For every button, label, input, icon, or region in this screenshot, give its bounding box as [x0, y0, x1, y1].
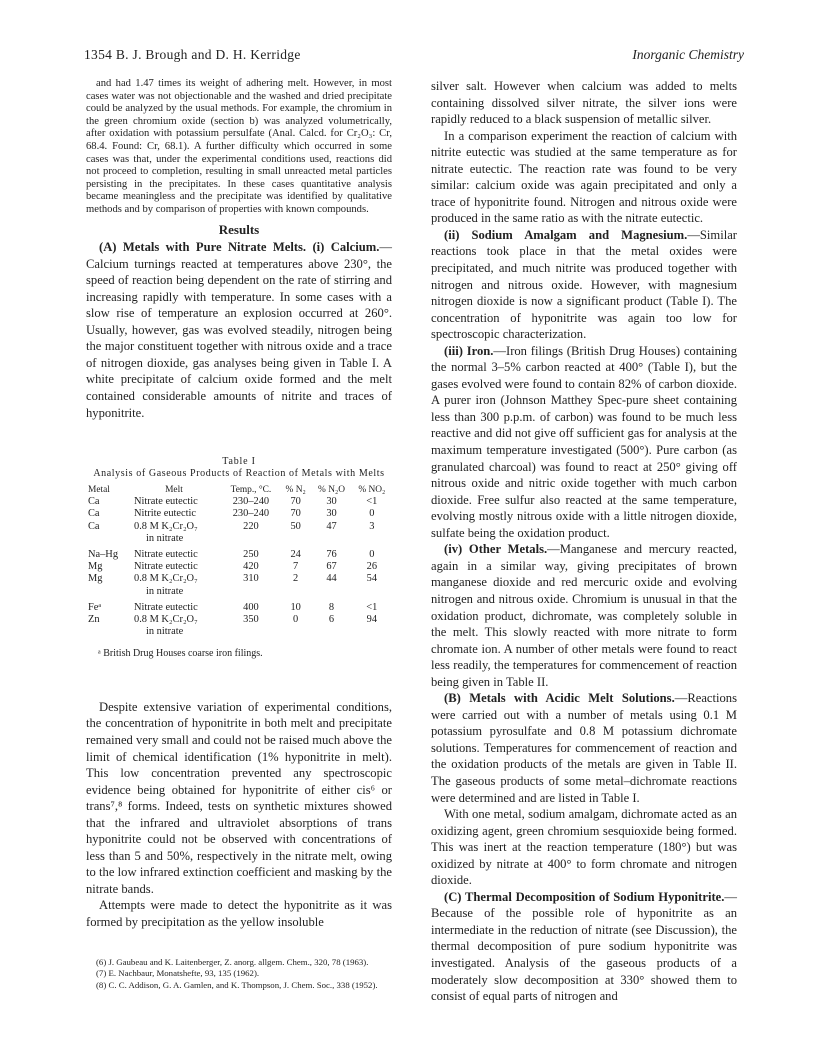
header-n2: % N₂	[285, 485, 306, 496]
page-number-authors: 1354 B. J. Brough and D. H. Kerridge	[84, 47, 301, 62]
cell-melt	[126, 573, 222, 597]
table-footnote: ᵃ British Drug Houses coarse iron filings.	[98, 648, 263, 660]
cell-melt	[126, 545, 222, 561]
cell-metal: Mg	[88, 561, 103, 573]
section-a-text: —Calcium turnings reacted at temperatures above 230°, the speed of reaction being dependent on the rate of stirring and increasing rapidly with temperature. In some cases with a slow rise of temperature an explosion occurred at 260°. Usually, however, gas was evolved steadily, nitrogen being the major constituent together with nitrous oxide and a trace of nitrogen dioxide, gas analyses being given in Table I. A white precipitate of calcium oxide formed and the melt contained considerable amounts of nitrite and traces of hyponitrite.	[86, 240, 392, 420]
cell-melt-line1: 0.8 M K₂Cr₂O₇	[134, 613, 198, 625]
reference-6: (6) J. Gaubeau and K. Laitenberger, Z. anorg. allgem. Chem., 320, 78 (1963).	[96, 956, 369, 967]
section-b-text: —Reactions were carried out with a number of metals using 0.1 M potassium pyrosulfate and 0.8 M potassium dichromate solutions. Temperatures for commencement of reaction and the oxidation products of the metals are given in Table II. The gaseous products of some metal–dichromate reactions were determined and are listed in Table I.	[431, 691, 737, 805]
cell-n2o: 44	[326, 573, 337, 585]
silver-salt-paragraph: silver salt. However when calcium was added to melts containing dissolved silver nitrate, the silver ions were rapidly reduced to a black suspension of metallic silver.	[431, 79, 737, 127]
cell-melt-line1: Nitrate eutectic	[134, 601, 198, 613]
intro-text: and had 1.47 times its weight of adhering melt. However, in most cases water was not objectionable and the washed and dried precipitate could be analyzed by the usual methods. For example, the chromium in the green chromium oxide (section b) was analyzed volumetrically, after oxidation with potassium persulfate (Anal. Calcd. for Cr₂O₃: Cr, 68.4. Found: Cr, 68.1). A further difficulty which occurred in some cases was that, under the experimental conditions used, reactions did not proceed to completion, resulting in small unreacted metal particles persisting in the precipitates. In these cases quantitative analysis became meaningless and the precipitate was identified by qualitative methods and by comparison of properties with known compounds.	[86, 78, 392, 215]
table-caption: Analysis of Gaseous Products of Reaction of Metals with Melts	[93, 468, 385, 480]
cell-n2o: 67	[326, 561, 337, 573]
cell-n2: 50	[290, 520, 301, 532]
section-iv-paragraph	[431, 541, 737, 690]
cell-temp: 220	[243, 520, 259, 532]
section-ii-paragraph	[431, 227, 737, 343]
cell-melt	[126, 508, 222, 520]
cell-temp: 350	[243, 613, 259, 625]
cell-no2: 54	[366, 573, 378, 585]
section-a-paragraph	[86, 239, 392, 421]
table-label: Table I	[222, 456, 256, 468]
cell-metal: Mg	[88, 573, 103, 585]
cell-n2o: 6	[328, 613, 335, 625]
section-c-paragraph	[431, 889, 737, 1005]
section-ii-text: —Similar reactions took place in that the metal oxides were precipitated, and much nitrite was produced together with nitrogen and nitrous oxide. However, with magnesium nitrogen dioxide is now a significant product (Table I). The concentration of hyponitrite was again too low for spectroscopic characterization.	[431, 227, 737, 342]
results-heading: Results	[218, 221, 260, 237]
cell-metal: Ca	[88, 508, 100, 520]
table-row	[86, 598, 392, 614]
cell-melt	[126, 496, 222, 508]
section-ii-runin: (ii) Sodium Amalgam and Magnesium.	[444, 227, 688, 242]
cell-temp: 250	[243, 548, 259, 560]
cell-n2: 70	[290, 496, 301, 508]
table-body	[86, 496, 392, 638]
table-row	[86, 614, 392, 638]
section-iii-paragraph	[431, 343, 737, 542]
table-row	[86, 496, 392, 508]
header-n2o: % N₂O	[318, 485, 346, 496]
cell-melt	[126, 598, 222, 614]
references	[86, 957, 392, 992]
cell-n2o: 76	[326, 548, 337, 560]
comparison-paragraph: In a comparison experiment the reaction of calcium with nitrite eutectic was studied at the same temperature as for nitrate eutectic. The reaction rate was found to be very similar: calcium oxide was again precipitated and only a trace of hyponitrite found. Nitrogen and nitrous oxide were produced in the same ratio as with the nitrate eutectic.	[431, 128, 737, 226]
cell-melt-line2: in nitrate	[146, 585, 184, 597]
despite-paragraph: Despite extensive variation of experimental conditions, the concentration of hyponitrite in both melt and precipitate remained very small and could not be raised much above the limit of chemical identification (1% hyponitrite in melt). This low concentration prevented any spectroscopic evidence being obtained for hyponitrite of either cis⁶ or trans⁷,⁸ forms. Indeed, tests on synthetic mixtures showed that the infrared and ultraviolet absorptions of trans hyponitrite could not be observed with concentrations of less than 5 and 50%, respectively in the nitrate melt, owing to the low infrared extinction coefficient and masking by the nitrate bands.	[86, 699, 392, 896]
section-iv-text: —Manganese and mercury reacted, again in a similar way, giving precipitates of brown manganese dioxide and red mercuric oxide and evolving nitrogen and nitrous oxide. Chromium is unusual in that the oxidation product, dichromate, was completely soluble in the melt. This slowly reacted with more nitrate to form chromate ion. A number of other metals were found to react less readily, the temperatures for commencement of reaction being given in Table II.	[431, 542, 737, 689]
header-metal: Metal	[88, 485, 110, 496]
cell-metal: Ca	[88, 520, 100, 532]
section-b-paragraph	[431, 690, 737, 806]
cell-n2: 70	[290, 508, 301, 520]
section-iii-runin: (iii) Iron.	[444, 343, 494, 358]
reference-8: (8) C. C. Addison, G. A. Gamlen, and K. Thompson, J. Chem. Soc., 338 (1952).	[96, 979, 378, 990]
section-iv-runin: (iv) Other Metals.	[444, 542, 548, 557]
header-no2: % NO₂	[358, 485, 386, 496]
cell-melt-line2: in nitrate	[146, 626, 184, 638]
cell-n2o: 8	[328, 601, 335, 613]
reference-7: (7) E. Nachbaur, Monatshefte, 93, 135 (1962).	[96, 968, 260, 979]
attempts-paragraph: Attempts were made to detect the hyponitrite as it was formed by precipitation as the yellow insoluble	[86, 898, 392, 929]
cell-no2: 94	[366, 613, 378, 625]
table-row	[86, 573, 392, 597]
cell-no2: <1	[366, 601, 378, 613]
table-row	[86, 508, 392, 520]
table-header-row	[86, 484, 392, 496]
table-row	[86, 561, 392, 573]
cell-metal: Feᵃ	[88, 601, 102, 613]
cell-metal: Zn	[88, 613, 100, 625]
one-metal-paragraph: With one metal, sodium amalgam, dichromate acted as an oxidizing agent, green chromium sesquioxide being formed. This was inert at the reaction temperature (180°) but was oxidized by nitrate at 400° to form chromate and nitrogen dioxide.	[431, 807, 737, 888]
cell-n2o: 30	[326, 508, 337, 520]
section-iii-text: —Iron filings (British Drug Houses) containing the normal 3–5% carbon reacted at 400° (Table I), but the gases evolved were found to contain 82% of carbon dioxide. A purer iron (Johnson Matthey Spec-pure sheet containing less than 300 p.p.m. of carbon) was found to be much less reactive and did not give off sufficient gas for analysis at the maximum temperature investigated (500°). Pure carbon (as granulated charcoal) was found to react at 250° giving off nitrous oxide and nitric oxide together with much carbon dioxide. Free sulfur also reacted at the same temperature, evolving mostly nitrous oxide with a little nitrogen dioxide, sulfate being the oxidation product.	[431, 343, 737, 540]
cell-metal: Na–Hg	[88, 548, 119, 560]
cell-metal: Ca	[88, 496, 100, 508]
cell-temp: 420	[243, 561, 259, 573]
cell-melt-line1: 0.8 M K₂Cr₂O₇	[134, 573, 198, 585]
cell-n2o: 47	[326, 520, 337, 532]
cell-melt-line2: in nitrate	[146, 532, 184, 544]
section-b-runin: (B) Metals with Acidic Melt Solutions.	[444, 691, 675, 706]
header-temp: Temp., °C.	[230, 485, 272, 496]
cell-temp: 310	[243, 573, 259, 585]
table-row	[86, 545, 392, 561]
left-column	[86, 78, 392, 991]
cell-n2: 24	[290, 548, 301, 560]
cell-n2: 0	[293, 613, 299, 625]
cell-n2: 10	[290, 601, 301, 613]
cell-melt-line1: Nitrate eutectic	[134, 496, 198, 508]
header-melt: Melt	[165, 485, 183, 496]
cell-melt	[126, 561, 222, 573]
cell-no2: 0	[369, 508, 375, 520]
right-column	[431, 78, 737, 1005]
journal-name: Inorganic Chemistry	[632, 47, 744, 62]
section-c-runin: (C) Thermal Decomposition of Sodium Hyponitrite.	[444, 889, 725, 904]
cell-melt	[126, 614, 222, 638]
section-a-runin: (A) Metals with Pure Nitrate Melts. (i) Calcium.	[99, 240, 380, 255]
cell-melt-line1: 0.8 M K₂Cr₂O₇	[134, 520, 198, 532]
intro-paragraph-small	[86, 78, 392, 217]
cell-temp: 230–240	[232, 496, 270, 508]
cell-n2: 7	[293, 561, 299, 573]
cell-melt	[126, 521, 222, 545]
cell-no2: 26	[366, 561, 378, 573]
table-row	[86, 521, 392, 545]
cell-n2: 2	[293, 573, 299, 585]
cell-melt-line1: Nitrate eutectic	[134, 548, 198, 560]
cell-temp: 230–240	[232, 508, 270, 520]
cell-no2: 0	[369, 548, 375, 560]
cell-melt-line1: Nitrate eutectic	[134, 561, 198, 573]
page-header	[84, 47, 744, 67]
cell-melt-line1: Nitrite eutectic	[134, 508, 197, 520]
cell-no2: 3	[369, 520, 375, 532]
section-c-text: —Because of the possible role of hyponitrite as an intermediate in the reduction of nitrate (see Discussion), the thermal decomposition of pure sodium hyponitrite was investigated. Analysis of the gaseous products of a moderately slow decomposition at 330° showed them to consist of equal parts of nitrogen and	[431, 889, 737, 1004]
cell-temp: 400	[243, 601, 259, 613]
cell-n2o: 30	[326, 496, 337, 508]
results-table	[86, 484, 392, 638]
cell-no2: <1	[366, 496, 378, 508]
